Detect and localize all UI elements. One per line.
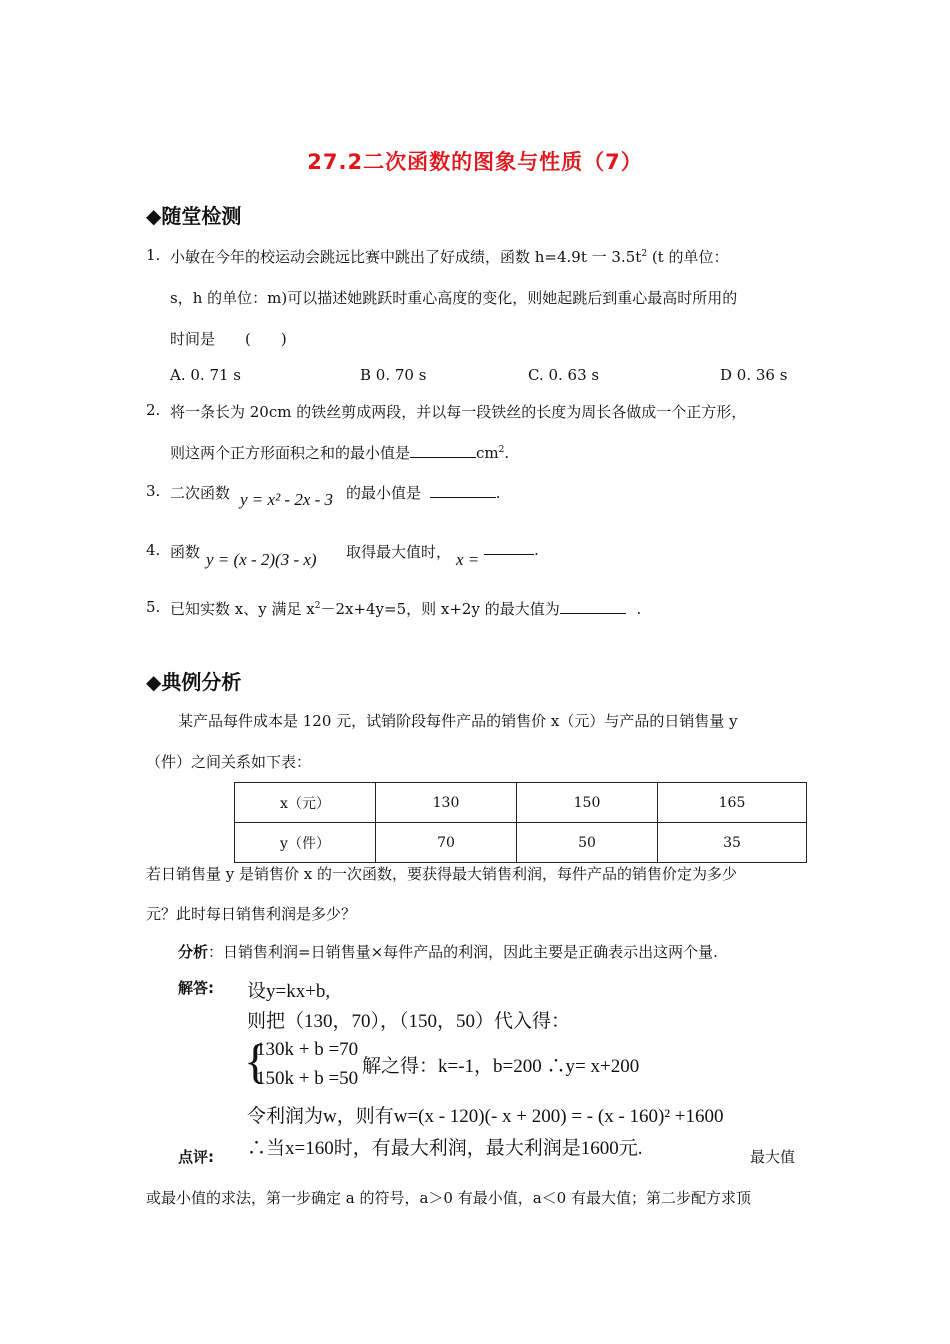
q3-post-text: 的最小值是 (346, 484, 422, 502)
q1-line1 (170, 246, 728, 267)
q5-number: 5. (146, 598, 161, 616)
table-cell: x（元） (235, 783, 376, 823)
q5-mid: －2x+4y=5，则 x+2y 的最大值为 (320, 600, 560, 618)
system-brace: { (244, 1035, 268, 1088)
q5-blank (560, 599, 626, 614)
solution-line4: 令利润为w，则有w=(x - 120)(- x + 200) = - (x - 160)² +1600 (247, 1106, 724, 1127)
q3-pre: 二次函数 (170, 484, 231, 502)
q2-sup: 2 (498, 445, 505, 455)
table-cell: 50 (517, 823, 658, 863)
solution-line5: ∴当x=160时，有最大利润，最大利润是1600元. (247, 1138, 643, 1159)
q1-option-a: A. 0. 71 s (170, 366, 242, 384)
q4-tail (484, 541, 539, 559)
q1-option-b: B 0. 70 s (360, 366, 427, 384)
table-cell: 150 (517, 783, 658, 823)
comment-line: 或最小值的求法，第一步确定 a 的符号，a＞0 有最小值，a＜0 有最大值；第二步配方求顶 (146, 1189, 751, 1207)
table-cell: 35 (658, 823, 807, 863)
page-title: 27.2二次函数的图象与性质（7） (307, 150, 643, 174)
example-line2: （件）之间关系如下表： (146, 753, 312, 771)
table-row (235, 783, 807, 823)
table-cell: 70 (376, 823, 517, 863)
q1-line2: s，h 的单位：m)可以描述她跳跃时重心高度的变化，则她起跳后到重心最高时所用的 (170, 289, 738, 307)
q3-blank (430, 483, 496, 498)
q1-option-c: C. 0. 63 s (528, 366, 600, 384)
q4-number: 4. (146, 541, 161, 559)
example-line4: 元？此时每日销售利润是多少？ (146, 905, 357, 923)
q3-end: . (495, 484, 501, 502)
q3-number: 3. (146, 482, 161, 500)
q1-line1a: 小敏在今年的校运动会跳远比赛中跳出了好成绩，函数 h=4.9t 一 3.5t (170, 248, 642, 266)
section-heading-example: ◆典例分析 (146, 670, 242, 694)
example-line1: 某产品每件成本是 120 元，试销阶段每件产品的销售价 x（元）与产品的日销售量 y (178, 712, 738, 730)
q1-line3: 时间是 ( ) (170, 330, 287, 348)
q5-line (170, 598, 641, 619)
q2-line1: 将一条长为 20cm 的铁丝剪成两段，并以每一段铁丝的长度为周长各做成一个正方形， (170, 403, 747, 421)
q5-pre: 已知实数 x、y 满足 x (170, 600, 315, 618)
q5-end: . (636, 600, 642, 618)
q1-number: 1. (146, 246, 161, 264)
solution-line1: 设y=kx+b, (247, 981, 331, 1002)
system-eq1: 130k + b =70 (256, 1039, 359, 1060)
comment-label: 点评: (178, 1148, 214, 1166)
table-cell: 165 (658, 783, 807, 823)
solution-line2: 则把（130，70），（150，50）代入得： (247, 1011, 571, 1032)
q2-blank (410, 443, 476, 458)
q1-option-d: D 0. 36 s (720, 366, 788, 384)
q2-unit: cm (476, 444, 499, 462)
answer-label: 解答: (178, 979, 214, 997)
q2-line2 (170, 442, 509, 463)
analysis (178, 941, 718, 962)
q4-mid: 取得最大值时， (346, 543, 452, 561)
q1-line1b: (t 的单位： (647, 248, 729, 266)
q3-formula: y = x² - 2x - 3 (240, 490, 334, 509)
analysis-label: 分析 (178, 943, 209, 961)
q4-blank (484, 543, 534, 555)
q2-end: . (504, 444, 510, 462)
q1-sup: 2 (641, 249, 648, 259)
comment-tail: 最大值 (750, 1148, 796, 1166)
section-heading-quiz: ◆随堂检测 (146, 204, 242, 228)
q4-end: . (534, 541, 539, 559)
analysis-text: ：日销售利润=日销售量×每件产品的利润，因此主要是正确表示出这两个量. (208, 943, 718, 961)
q4-formula: y = (x - 2)(3 - x) (206, 550, 317, 569)
q3-post (346, 482, 501, 503)
q4-pre: 函数 (170, 543, 201, 561)
solution-line3: 解之得：k=-1，b=200 ∴y= x+200 (362, 1056, 640, 1077)
table-cell: 130 (376, 783, 517, 823)
table-row (235, 823, 807, 863)
system-eq2: 150k + b =50 (256, 1068, 359, 1089)
q4-formula2: x = (456, 550, 480, 569)
q5-sup: 2 (314, 601, 321, 611)
price-sales-table (234, 782, 807, 863)
q2-number: 2. (146, 401, 161, 419)
q2-line2a: 则这两个正方形面积之和的最小值是 (170, 444, 411, 462)
table-cell: y（件） (235, 823, 376, 863)
example-line3: 若日销售量 y 是销售价 x 的一次函数，要获得最大销售利润，每件产品的销售价定为多少 (146, 865, 738, 883)
